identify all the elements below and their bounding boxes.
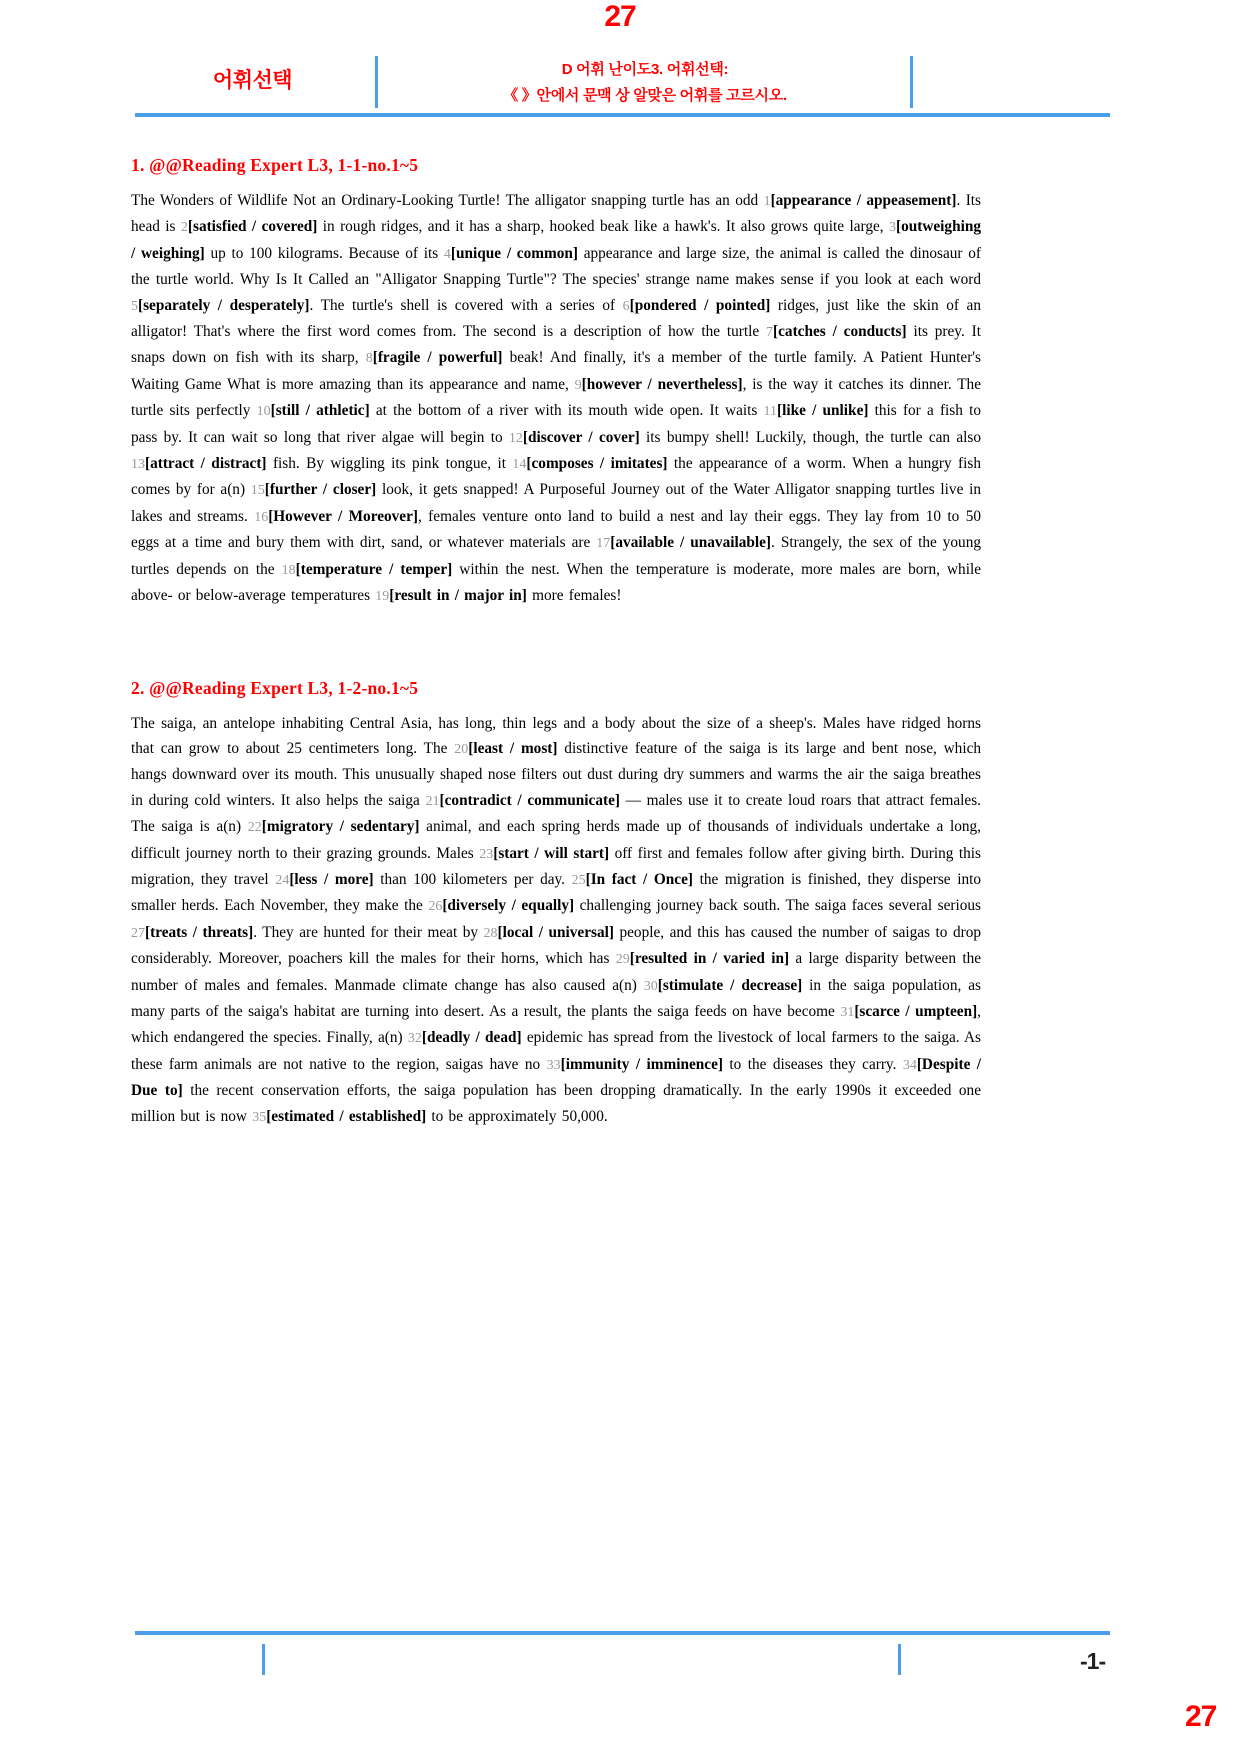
choice-pair: [start / will start] bbox=[493, 844, 610, 862]
document-header bbox=[135, 52, 1110, 114]
header-category-tag: 어휘선택 bbox=[212, 69, 293, 92]
choice-pair: [appearance / appeasement] bbox=[770, 192, 957, 209]
choice-pair: [further / closer] bbox=[264, 481, 377, 499]
choice-pair: [deadly / dead] bbox=[421, 1029, 522, 1047]
blank-number: 13 bbox=[131, 457, 145, 473]
header-title-line1: D 어휘 난이도3. 어휘선택: bbox=[561, 61, 729, 78]
blank-number: 11 bbox=[763, 404, 778, 420]
blank-number: 26 bbox=[428, 899, 443, 915]
header-title bbox=[385, 57, 905, 109]
footer-tick-right bbox=[898, 1644, 901, 1675]
section-2-title: 2. @@Reading Expert L3, 1-2-no.1~5 bbox=[131, 677, 419, 698]
blank-number: 27 bbox=[131, 925, 145, 941]
choice-pair: [outweighing / weighing] bbox=[131, 218, 981, 262]
choice-pair: [less / more] bbox=[289, 870, 374, 888]
section-1-passage: The Wonders of Wildlife Not an Ordinary-Looking Turtle! The alligator snapping turtle has an odd 1[appearance / appeasement]. Its head is 2[satisfied / covered] in rough ridges, and it has a sharp, hooked beak like a hawk's. It also grows quite large, 3[outweighing / weighing] up to 100 kilograms. Because of its 4[unique / common] appearance and large size, the animal is called the dinosaur of the turtle world. Why Is It Called an "Alligator Snapping Turtle"? The species' strange name makes sense if you look at each word 5[separately / desperately]. The turtle's shell is covered with a series of 6[pondered / pointed] ridges, just like the skin of an alligator! That's where the first word comes from. The second is a description of how the turtle 7[catches / conducts] its prey. It snaps down on fish with its sharp, 8[fragile / powerful] beak! And finally, it's a member of the turtle family. A Patient Hunter's Waiting Game What is more amazing than its appearance and name, 9[however / nevertheless], is the way it catches its dinner. The turtle sits perfectly 10[still / athletic] at the bottom of a river with its mouth wide open. It waits 11[like / unlike] this for a fish to pass by. It can wait so long that river algae will begin to 12[discover / cover] its bumpy shell! Luckily, though, the turtle can also 13[attract / distract] fish. By wiggling its pink tongue, it 14[composes / imitates] the appearance of a worm. When a hungry fish comes by for a(n) 15[further / closer] look, it gets snapped! A Purposeful Journey out of the Water Alligator snapping turtles live in lakes and streams. 16[However / Moreover], females venture onto land to build a nest and lay their eggs. They lay from 10 to 50 eggs at a time and bury them with dirt, sand, or whatever materials are 17[available / unavailable]. Strangely, the sex of the young turtles depends on the 18[temperature / temper] within the nest. When the temperature is moderate, more males are born, while above- or below-average temperatures 19[result in / major in] more females! bbox=[131, 192, 982, 605]
header-divider-right bbox=[910, 56, 913, 108]
blank-number: 12 bbox=[508, 430, 523, 446]
blank-number: 4 bbox=[443, 246, 451, 262]
choice-pair: [migratory / sedentary] bbox=[261, 818, 420, 836]
choice-pair: [least / most] bbox=[468, 739, 558, 757]
choice-pair: [attract / distract] bbox=[145, 455, 267, 473]
blank-number: 7 bbox=[766, 325, 774, 341]
blank-number: 14 bbox=[512, 457, 527, 473]
blank-number: 3 bbox=[888, 220, 896, 236]
choice-pair: [separately / desperately] bbox=[138, 296, 310, 314]
choice-pair: [however / nevertheless] bbox=[581, 375, 743, 393]
choice-pair: [treats / threats] bbox=[145, 923, 254, 941]
blank-number: 17 bbox=[596, 536, 611, 552]
choice-pair: [Despite / Due to] bbox=[131, 1055, 982, 1100]
blank-number: 25 bbox=[571, 872, 586, 888]
blank-number: 24 bbox=[275, 872, 290, 888]
choice-pair: [available / unavailable] bbox=[610, 534, 772, 552]
blank-number: 15 bbox=[250, 483, 265, 499]
choice-pair: [temperature / temper] bbox=[295, 560, 453, 578]
blank-number: 20 bbox=[454, 741, 469, 757]
footer-tick-left bbox=[262, 1644, 265, 1675]
choice-pair: [like / unlike] bbox=[777, 402, 869, 420]
choice-pair: [composes / imitates] bbox=[526, 455, 668, 473]
footer-page-label: -1- bbox=[1080, 1648, 1106, 1674]
blank-number: 30 bbox=[643, 978, 658, 994]
choice-pair: [discover / cover] bbox=[522, 428, 640, 446]
header-horizontal-rule bbox=[135, 113, 1110, 117]
blank-number: 22 bbox=[247, 820, 262, 836]
blank-number: 19 bbox=[375, 589, 390, 605]
header-divider-left bbox=[375, 56, 378, 108]
choice-pair: [fragile / powerful] bbox=[372, 349, 503, 367]
choice-pair: [However / Moreover] bbox=[268, 507, 418, 525]
bottom-page-number: 27 bbox=[1185, 1700, 1217, 1733]
choice-pair: [still / athletic] bbox=[270, 402, 370, 420]
choice-pair: [result in / major in] bbox=[389, 587, 527, 605]
document-content bbox=[131, 155, 981, 1130]
blank-number: 29 bbox=[615, 952, 630, 968]
blank-number: 5 bbox=[131, 298, 138, 314]
blank-number: 35 bbox=[252, 1109, 267, 1125]
blank-number: 16 bbox=[254, 509, 269, 525]
choice-pair: [pondered / pointed] bbox=[629, 296, 771, 314]
blank-number: 9 bbox=[574, 377, 582, 393]
choice-pair: [unique / common] bbox=[450, 244, 578, 262]
blank-number: 28 bbox=[483, 925, 498, 941]
blank-number: 1 bbox=[763, 194, 771, 209]
blank-number: 23 bbox=[479, 846, 494, 862]
blank-number: 2 bbox=[180, 220, 188, 236]
section-spacer bbox=[131, 610, 981, 678]
choice-pair: [satisfied / covered] bbox=[187, 218, 318, 236]
choice-pair: [catches / conducts] bbox=[773, 323, 907, 341]
section-1 bbox=[131, 155, 981, 610]
footer-horizontal-rule bbox=[135, 1631, 1110, 1635]
section-1-title: 1. @@Reading Expert L3, 1-1-no.1~5 bbox=[131, 155, 419, 175]
choice-pair: [estimated / established] bbox=[266, 1107, 427, 1125]
choice-pair: [In fact / Once] bbox=[585, 870, 693, 888]
top-page-number: 27 bbox=[604, 0, 636, 33]
blank-number: 34 bbox=[902, 1057, 917, 1073]
blank-number: 33 bbox=[546, 1057, 561, 1073]
blank-number: 21 bbox=[425, 793, 440, 809]
blank-number: 10 bbox=[256, 404, 271, 420]
choice-pair: [local / universal] bbox=[497, 923, 614, 941]
blank-number: 31 bbox=[840, 1004, 855, 1020]
choice-pair: [resulted in / varied in] bbox=[629, 950, 790, 968]
choice-pair: [scarce / umpteen] bbox=[854, 1002, 978, 1020]
blank-number: 18 bbox=[281, 562, 296, 578]
header-title-line2: 《 》안에서 문맥 상 알맞은 어휘를 고르시오. bbox=[503, 87, 787, 104]
choice-pair: [immunity / imminence] bbox=[560, 1055, 723, 1073]
section-2 bbox=[131, 678, 981, 1131]
section-2-passage: The saiga, an antelope inhabiting Central Asia, has long, thin legs and a body about the size of a sheep's. Males have ridged horns that can grow to about 25 centimeters long. The 20[least / most] distinctive feature of the saiga is its large and bent nose, which hangs downward over its mouth. This unusually shaped nose filters out dust during dry summers and warms the air the saiga breathes in during cold winters. It also helps the saiga 21[contradict / communicate] — males use it to create loud roars that attract females. The saiga is a(n) 22[migratory / sedentary] animal, and each spring herds made up of thousands of individuals undertake a long, difficult journey north to their grazing grounds. Males 23[start / will start] off first and females follow after giving birth. During this migration, they travel 24[less / more] than 100 kilometers per day. 25[In fact / Once] the migration is finished, they disperse into smaller herds. Each November, they make the 26[diversely / equally] challenging journey back south. The saiga faces several serious 27[treats / threats]. They are hunted for their meat by 28[local / universal] people, and this has caused the number of saigas to drop considerably. Moreover, poachers kill the males for their horns, which has 29[resulted in / varied in] a large disparity between the number of males and females. Manmade climate change has also caused a(n) 30[stimulate / decrease] in the saiga population, as many parts of the saiga's habitat are turning into desert. As a result, the plants the saiga feeds on have become 31[scarce / umpteen], which endangered the species. Finally, a(n) 32[deadly / dead] epidemic has spread from the livestock of local farmers to the saiga. As these farm animals are not native to the region, saigas have no 33[immunity / imminence] to the diseases they carry. 34[Despite / Due to] the recent conservation efforts, the saiga population has been dropping dramatically. In the early 1990s it exceeded one million but is now 35[estimated / established] to be approximately 50,000. bbox=[131, 714, 982, 1125]
choice-pair: [contradict / communicate] bbox=[439, 791, 620, 809]
blank-number: 6 bbox=[622, 298, 630, 314]
blank-number: 8 bbox=[365, 351, 373, 367]
choice-pair: [diversely / equally] bbox=[442, 897, 575, 915]
choice-pair: [stimulate / decrease] bbox=[657, 976, 803, 994]
blank-number: 32 bbox=[407, 1031, 422, 1047]
